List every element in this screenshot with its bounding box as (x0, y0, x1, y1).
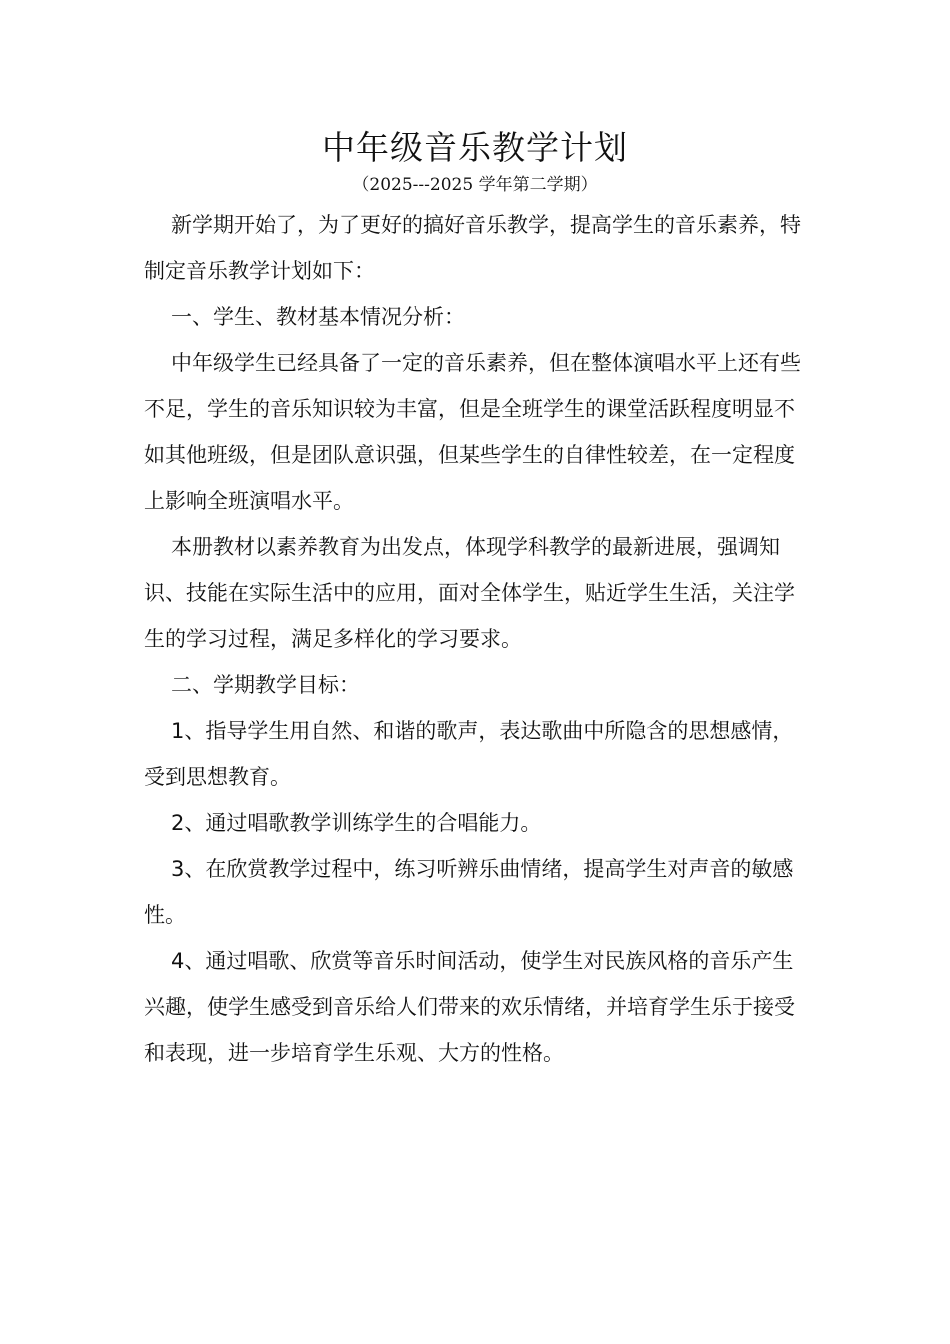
goal-item: 2、通过唱歌教学训练学生的合唱能力。 (171, 811, 542, 835)
goal-item: 3、在欣赏教学过程中，练习听辨乐曲情绪，提高学生对声音的敏感性。 (144, 857, 794, 927)
goal-item: 1、指导学生用自然、和谐的歌声，表达歌曲中所隐含的思想感情，受到思想教育。 (144, 719, 794, 789)
student-analysis-paragraph: 中年级学生已经具备了一定的音乐素养，但在整体演唱水平上还有些不足，学生的音乐知识较为丰富，但是全班学生的课堂活跃程度明显不如其他班级，但是团队意识强，但某些学生的自律性较差，在一定程度上影响全班演唱水平。 (144, 351, 801, 513)
intro-paragraph: 新学期开始了，为了更好的搞好音乐教学，提高学生的音乐素养，特制定音乐教学计划如下： (144, 213, 801, 283)
goal-item: 4、通过唱歌、欣赏等音乐时间活动，使学生对民族风格的音乐产生兴趣，使学生感受到音乐给人们带来的欢乐情绪，并培育学生乐于接受和表现，进一步培育学生乐观、大方的性格。 (144, 949, 795, 1065)
document-title: 中年级音乐教学计划 (322, 128, 628, 167)
document-subtitle: （2025---2025 学年第二学期） (352, 175, 598, 195)
section-heading-analysis: 一、学生、教材基本情况分析： (171, 305, 465, 329)
textbook-analysis-paragraph: 本册教材以素养教育为出发点，体现学科教学的最新进展，强调知识、技能在实际生活中的应用，面对全体学生，贴近学生生活，关注学生的学习过程，满足多样化的学习要求。 (144, 535, 795, 651)
section-heading-goals: 二、学期教学目标： (171, 673, 360, 697)
document-body (144, 202, 809, 1076)
